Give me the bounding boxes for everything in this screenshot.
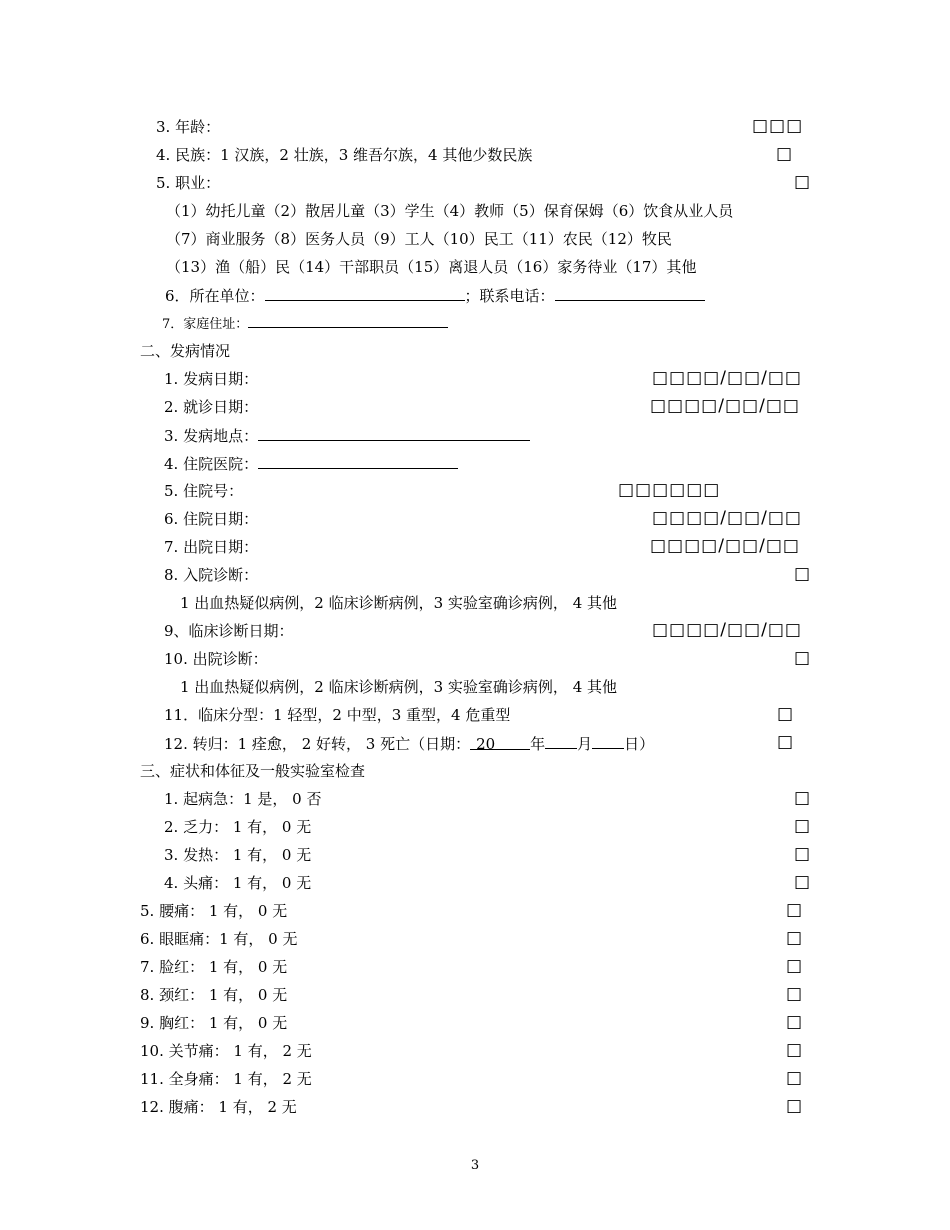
symptom-box[interactable]: □ [786, 928, 804, 948]
clinical-diag-date-boxes[interactable]: □□□□/□□/□□ [652, 620, 802, 640]
phone-field[interactable] [555, 285, 705, 301]
outcome-month-field[interactable] [545, 733, 577, 749]
occupation-label: 5. 职业： [156, 174, 221, 192]
symptom-item: 1. 起病急：1 是， 0 否 [164, 790, 322, 808]
visit-date-label: 2. 就诊日期： [164, 398, 259, 416]
onset-place-field[interactable] [258, 425, 530, 441]
symptom-box[interactable]: □ [786, 1068, 804, 1088]
section2-title: 二、发病情况 [140, 342, 231, 360]
onset-place-label: 3. 发病地点： [164, 427, 259, 445]
inpatient-no-label: 5. 住院号： [164, 482, 244, 500]
address-row [162, 314, 448, 335]
address-field[interactable] [248, 314, 448, 328]
symptom-box[interactable]: □ [786, 956, 804, 976]
symptom-box[interactable]: □ [794, 872, 812, 892]
ethnicity-label: 4. 民族：1 汉族，2 壮族，3 维吾尔族，4 其他少数民族 [156, 146, 533, 164]
symptom-box[interactable]: □ [786, 1096, 804, 1116]
occupation-options-1: （1）幼托儿童（2）散居儿童（3）学生（4）教师（5）保育保姆（6）饮食从业人员 [166, 202, 734, 220]
onset-date-boxes[interactable]: □□□□/□□/□□ [652, 368, 802, 388]
admit-date-boxes[interactable]: □□□□/□□/□□ [652, 508, 802, 528]
symptom-item: 4. 头痛： 1 有， 0 无 [164, 874, 312, 892]
discharge-diag-options: 1 出血热疑似病例，2 临床诊断病例，3 实验室确诊病例， 4 其他 [180, 678, 618, 696]
symptom-box[interactable]: □ [786, 984, 804, 1004]
admit-diag-label: 8. 入院诊断： [164, 566, 259, 584]
age-boxes[interactable]: □□□ [752, 116, 804, 136]
outcome-row [164, 733, 654, 754]
visit-date-boxes[interactable]: □□□□/□□/□□ [650, 396, 800, 416]
symptom-item: 2. 乏力： 1 有， 0 无 [164, 818, 312, 836]
outcome-year-label: 年 [530, 735, 546, 753]
admit-diag-box[interactable]: □ [794, 564, 812, 584]
symptom-item: 12. 腹痛： 1 有， 2 无 [140, 1098, 297, 1116]
ethnicity-box[interactable]: □ [776, 144, 794, 164]
onset-place-row [164, 425, 530, 446]
occupation-options-2: （7）商业服务（8）医务人员（9）工人（10）民工（11）农民（12）牧民 [166, 230, 672, 248]
workplace-field[interactable] [265, 285, 465, 301]
clinical-type-box[interactable]: □ [777, 704, 795, 724]
outcome-year-field[interactable] [470, 734, 530, 753]
outcome-day-label: 日） [624, 735, 655, 753]
admit-date-label: 6. 住院日期： [164, 510, 259, 528]
symptom-box[interactable]: □ [786, 1012, 804, 1032]
age-label: 3. 年龄： [156, 118, 221, 136]
onset-date-label: 1. 发病日期： [164, 370, 259, 388]
discharge-date-label: 7. 出院日期： [164, 538, 259, 556]
outcome-box[interactable]: □ [777, 732, 795, 752]
symptom-box[interactable]: □ [786, 900, 804, 920]
symptom-item: 8. 颈红： 1 有， 0 无 [140, 986, 288, 1004]
address-label: 7．家庭住址： [162, 317, 249, 332]
admit-diag-options: 1 出血热疑似病例，2 临床诊断病例，3 实验室确诊病例， 4 其他 [180, 594, 618, 612]
occupation-box[interactable]: □ [794, 172, 812, 192]
discharge-diag-box[interactable]: □ [794, 648, 812, 668]
outcome-month-label: 月 [577, 735, 593, 753]
outcome-year-value: 20 [476, 735, 496, 753]
symptom-item: 9. 胸红： 1 有， 0 无 [140, 1014, 288, 1032]
workplace-label: 6．所在单位： [165, 287, 265, 305]
clinical-type-label: 11．临床分型：1 轻型，2 中型，3 重型，4 危重型 [164, 706, 511, 724]
symptom-item: 10. 关节痛： 1 有， 2 无 [140, 1042, 312, 1060]
symptom-box[interactable]: □ [794, 816, 812, 836]
symptom-item: 6. 眼眶痛：1 有， 0 无 [140, 930, 298, 948]
symptom-box[interactable]: □ [794, 844, 812, 864]
discharge-diag-label: 10. 出院诊断： [164, 650, 268, 668]
symptom-item: 5. 腰痛： 1 有， 0 无 [140, 902, 288, 920]
discharge-date-boxes[interactable]: □□□□/□□/□□ [650, 536, 800, 556]
hospital-field[interactable] [258, 453, 458, 469]
outcome-label: 12. 转归：1 痊愈， 2 好转， 3 死亡（日期： [164, 735, 471, 753]
symptom-item: 11. 全身痛： 1 有， 2 无 [140, 1070, 312, 1088]
symptom-box[interactable]: □ [786, 1040, 804, 1060]
hospital-row [164, 453, 458, 474]
symptom-box[interactable]: □ [794, 788, 812, 808]
clinical-diag-date-label: 9、临床诊断日期： [164, 622, 294, 640]
occupation-options-3: （13）渔（船）民（14）干部职员（15）离退人员（16）家务待业（17）其他 [166, 258, 697, 276]
hospital-label: 4. 住院医院： [164, 455, 259, 473]
symptom-item: 3. 发热： 1 有， 0 无 [164, 846, 312, 864]
inpatient-no-boxes[interactable]: □□□□□□ [618, 480, 721, 500]
section3-title: 三、症状和体征及一般实验室检查 [140, 762, 366, 780]
outcome-day-field[interactable] [592, 733, 624, 749]
phone-label: ；联系电话： [464, 287, 555, 305]
page-number: 3 [470, 1158, 480, 1173]
symptom-item: 7. 脸红： 1 有， 0 无 [140, 958, 288, 976]
workplace-row [165, 285, 705, 306]
